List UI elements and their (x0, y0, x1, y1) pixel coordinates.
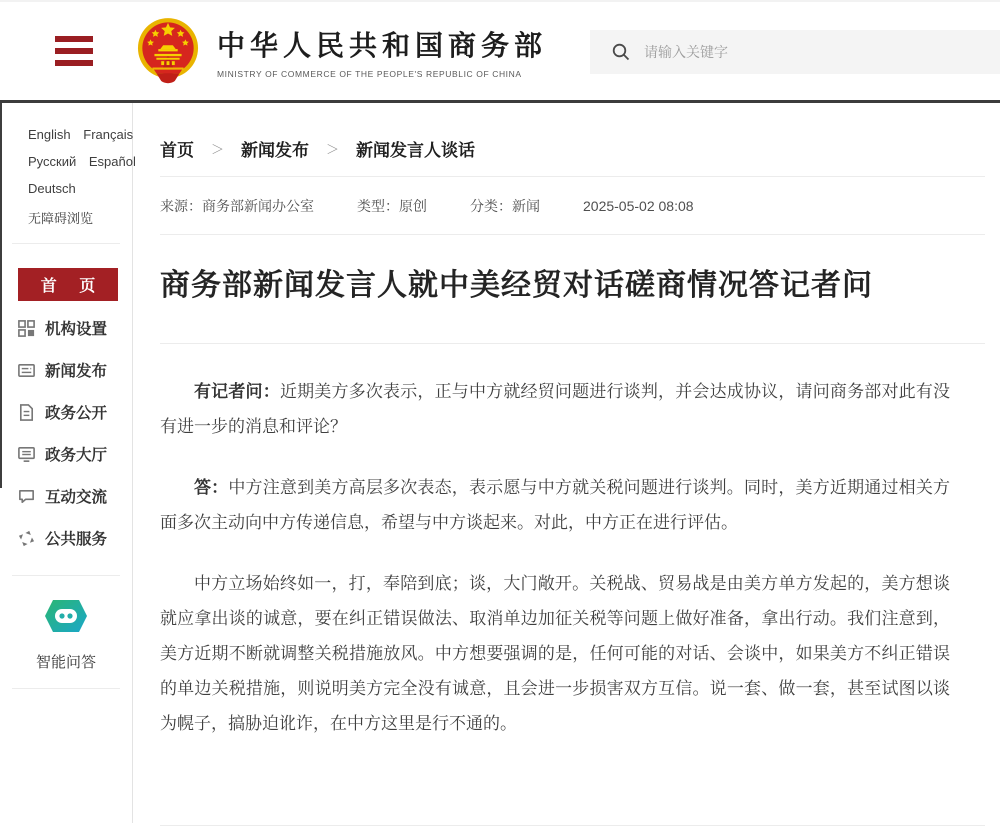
news-icon (17, 361, 36, 380)
paragraph-text: 中方注意到美方高层多次表态，表示愿与中方就关税问题进行谈判。同时，美方近期通过相关方面多次主动向中方传递信息，希望与中方谈起来。对此，中方正在进行评估。 (160, 478, 951, 532)
site-title: 中华人民共和国商务部 (217, 29, 548, 61)
article-paragraph (160, 374, 950, 444)
hamburger-bar (55, 60, 93, 66)
sidebar-item-label: 互动交流 (45, 489, 108, 506)
meta-type-label: 类型： (357, 198, 399, 214)
paragraph-text: 近期美方多次表示，正与中方就经贸问题进行谈判，并会达成协议，请问商务部对此有没有进一步的消息和评论？ (160, 382, 951, 436)
breadcrumb-separator-icon: ＞ (211, 142, 225, 157)
breadcrumb-separator-icon: ＞ (326, 142, 340, 157)
hamburger-bar (55, 36, 93, 42)
sidebar-item-hudongjiaoliu[interactable] (0, 475, 132, 517)
breadcrumb-spokesperson[interactable]: 新闻发言人谈话 (356, 141, 476, 160)
org-grid-icon (17, 319, 36, 338)
divider (160, 234, 985, 235)
language-switcher (0, 127, 136, 227)
sidebar (0, 103, 136, 823)
chat-icon (17, 487, 36, 506)
sidebar-home-button[interactable]: 首 页 (18, 268, 118, 301)
site-header (0, 0, 1000, 100)
smart-qa-robot-icon (43, 598, 89, 634)
article-meta (160, 177, 985, 234)
article-paragraph (160, 566, 950, 741)
meta-source-label: 来源： (160, 198, 202, 214)
sidebar-item-zhengwugongkai[interactable] (0, 391, 132, 433)
document-icon (17, 403, 36, 422)
smart-qa-entry[interactable] (0, 576, 132, 672)
meta-category-value: 新闻 (512, 198, 540, 214)
sidebar-item-label: 新闻发布 (45, 363, 108, 380)
search-box[interactable] (590, 30, 1000, 74)
language-link-english[interactable]: English (28, 127, 71, 142)
meta-datetime: 2025-05-02 08:08 (583, 198, 694, 214)
smart-qa-label: 智能问答 (35, 654, 96, 671)
paragraph-text: 中方立场始终如一，打，奉陪到底；谈，大门敞开。关税战、贸易战是由美方单方发起的，美方想谈就应拿出谈的诚意，要在纠正错误做法、取消单边加征关税等问题上做好准备，拿出行动。我们注意到，美方近期不断就调整关税措施放风。中方想要强调的是，任何可能的对话、会谈中，如果美方不纠正错误的单边关税措施，则说明美方完全没有诚意，且会进一步损害双方互信。说一套、做一套，甚至试图以谈为幌子，搞胁迫讹诈，在中方这里是行不通的。 (160, 574, 950, 733)
breadcrumb-home[interactable]: 首页 (160, 141, 194, 160)
sidebar-nav (0, 307, 132, 559)
article-paragraph (160, 470, 950, 540)
hamburger-bar (55, 48, 93, 54)
language-link-espanol[interactable]: Español (88, 154, 136, 169)
language-link-deutsch[interactable]: Deutsch (28, 181, 76, 196)
sidebar-item-label: 公共服务 (45, 531, 108, 548)
national-emblem-logo (137, 17, 199, 85)
meta-type-value: 原创 (399, 198, 427, 214)
breadcrumb (160, 103, 985, 161)
left-edge-line (0, 103, 2, 488)
paragraph-lead: 答： (194, 478, 229, 497)
content-area (133, 103, 1000, 823)
sidebar-item-gonggongfuwu[interactable] (0, 517, 132, 559)
search-icon (612, 43, 630, 61)
sidebar-divider (12, 243, 120, 244)
language-link-francais[interactable]: Français (83, 127, 134, 142)
meta-type (357, 196, 427, 216)
sidebar-item-xinwenfabu[interactable] (0, 349, 132, 391)
meta-source-value: 商务部新闻办公室 (202, 198, 314, 214)
sidebar-item-label: 政务大厅 (45, 447, 108, 464)
public-service-icon (17, 529, 36, 548)
sidebar-item-zhengwudating[interactable] (0, 433, 132, 475)
language-link-russian[interactable]: Русский (28, 154, 77, 169)
sidebar-item-label: 政务公开 (45, 405, 108, 422)
article-title: 商务部新闻发言人就中美经贸对话磋商情况答记者问 (160, 269, 873, 302)
search-input[interactable] (644, 44, 944, 60)
sidebar-item-jigoushezhi[interactable] (0, 307, 132, 349)
meta-source (160, 196, 314, 216)
paragraph-lead: 有记者问： (194, 382, 280, 401)
meta-category-label: 分类： (470, 198, 512, 214)
service-hall-icon (17, 445, 36, 464)
meta-category (470, 196, 540, 216)
sidebar-item-label: 机构设置 (45, 321, 108, 338)
site-subtitle: MINISTRY OF COMMERCE OF THE PEOPLE'S REPUBLIC OF CHINA (217, 68, 522, 79)
sidebar-divider (12, 688, 120, 689)
article-body (160, 344, 985, 741)
accessibility-link[interactable]: 无障碍浏览 (28, 211, 94, 226)
hamburger-menu-icon[interactable] (55, 36, 93, 66)
brand-block (217, 24, 547, 79)
breadcrumb-news[interactable]: 新闻发布 (241, 141, 310, 160)
